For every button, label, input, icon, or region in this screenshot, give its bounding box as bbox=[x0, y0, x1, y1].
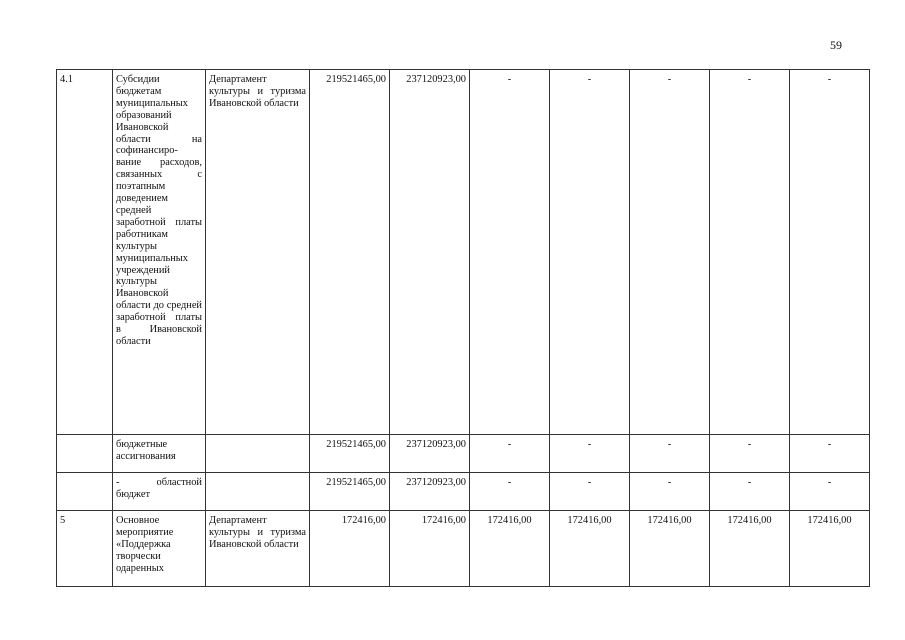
row-executor: Департамент культуры и туризма Ивановской области bbox=[206, 511, 310, 587]
page-number: 59 bbox=[830, 38, 842, 52]
value-cell: - bbox=[550, 473, 630, 511]
table-row bbox=[57, 511, 870, 587]
value-cell: - bbox=[630, 473, 710, 511]
value-cell: - bbox=[790, 70, 870, 435]
row-name: - областной бюджет bbox=[113, 473, 206, 511]
budget-table bbox=[56, 69, 870, 587]
value-cell: - bbox=[630, 435, 710, 473]
value-cell: 219521465,00 bbox=[310, 473, 390, 511]
value-cell: - bbox=[470, 473, 550, 511]
value-cell: 237120923,00 bbox=[390, 435, 470, 473]
value-cell: 172416,00 bbox=[310, 511, 390, 587]
value-cell: 237120923,00 bbox=[390, 70, 470, 435]
value-cell: 172416,00 bbox=[470, 511, 550, 587]
table-row bbox=[57, 70, 870, 435]
row-name: Субсидии бюджетам муниципальных образований Ивановской области на софинансиро-вание расходов, связанных с поэтапным доведением средней заработной платы работникам культуры муниципальных учреждений культуры Ивановской области до средней заработной платы в Ивановской области bbox=[113, 70, 206, 435]
value-cell: - bbox=[710, 473, 790, 511]
value-cell: 219521465,00 bbox=[310, 70, 390, 435]
row-executor bbox=[206, 473, 310, 511]
row-index bbox=[57, 435, 113, 473]
value-cell: 172416,00 bbox=[630, 511, 710, 587]
value-cell: 237120923,00 bbox=[390, 473, 470, 511]
value-cell: - bbox=[630, 70, 710, 435]
value-cell: - bbox=[790, 435, 870, 473]
value-cell: - bbox=[710, 70, 790, 435]
value-cell: - bbox=[550, 435, 630, 473]
value-cell: - bbox=[470, 70, 550, 435]
row-index bbox=[57, 473, 113, 511]
value-cell: - bbox=[470, 435, 550, 473]
row-index: 4.1 bbox=[57, 70, 113, 435]
table-row bbox=[57, 473, 870, 511]
value-cell: - bbox=[790, 473, 870, 511]
row-index: 5 bbox=[57, 511, 113, 587]
row-executor: Департамент культуры и туризма Ивановской области bbox=[206, 70, 310, 435]
value-cell: 172416,00 bbox=[550, 511, 630, 587]
table-row bbox=[57, 435, 870, 473]
value-cell: 172416,00 bbox=[390, 511, 470, 587]
row-name: Основное мероприятие «Поддержка творчески одаренных bbox=[113, 511, 206, 587]
value-cell: - bbox=[550, 70, 630, 435]
row-executor bbox=[206, 435, 310, 473]
value-cell: 172416,00 bbox=[710, 511, 790, 587]
value-cell: 219521465,00 bbox=[310, 435, 390, 473]
row-name: бюджетные ассигнования bbox=[113, 435, 206, 473]
value-cell: 172416,00 bbox=[790, 511, 870, 587]
value-cell: - bbox=[710, 435, 790, 473]
